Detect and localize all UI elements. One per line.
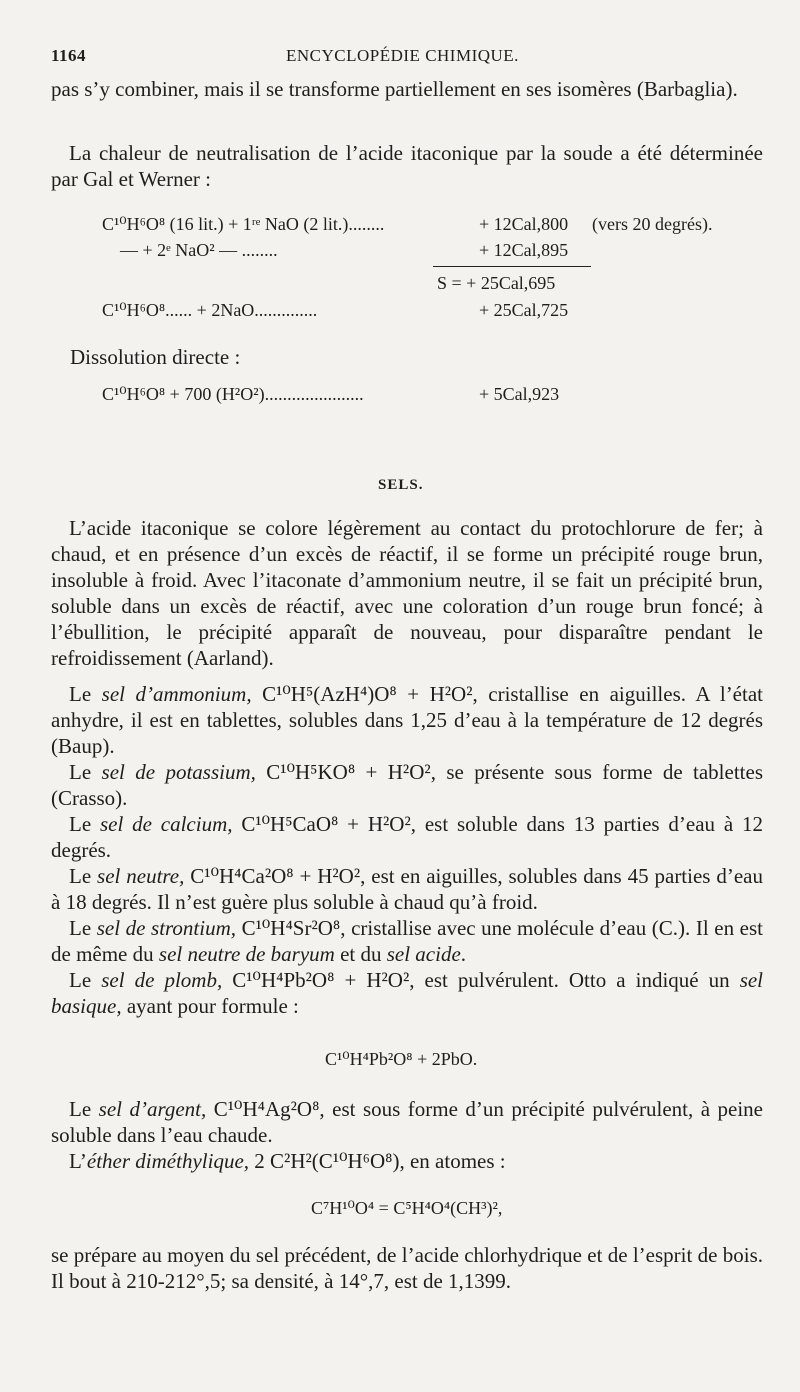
salt-name: sel de plomb, <box>101 968 223 992</box>
text: C¹⁰H⁵CaO⁸ + H²O², est soluble dans 13 parties d’eau à 12 degrés. <box>51 812 764 862</box>
paragraph-sel-neutre <box>51 863 763 915</box>
thermo-row-1-value: + 12Cal,800 <box>479 214 569 234</box>
paragraph-final: se prépare au moyen du sel précédent, de l’acide chlorhydrique et de l’esprit de bois. Il bout à 210-212°,5; sa densité, à 14°,7, est de 1,1399. <box>51 1243 763 1293</box>
text: Le <box>69 682 102 706</box>
text: 2 C²H²(C¹⁰H⁶O⁸), en atomes : <box>249 1149 506 1173</box>
salt-name: sel basique, <box>51 968 764 1018</box>
paragraph-intro: pas s’y combiner, mais il se transforme partiellement en ses isomères (Barbaglia). <box>51 77 738 101</box>
dissolution-left: C¹⁰H⁶O⁸ + 700 (H²O²)...................... <box>102 384 364 404</box>
paragraph-strontium <box>51 915 763 967</box>
salt-name: sel d’ammonium, <box>101 682 252 706</box>
paragraph-potassium <box>51 759 763 811</box>
text: C¹⁰H⁵KO⁸ + H²O², se présente sous forme de tablettes (Crasso). <box>51 760 763 810</box>
text: C¹⁰H⁴Ag²O⁸, est sous forme d’un précipité pulvérulent, à peine soluble dans l’eau chaude. <box>51 1097 763 1147</box>
text: Le <box>69 968 102 992</box>
thermo-sum: S = + 25Cal,695 <box>437 273 556 293</box>
dissolution-label: Dissolution directe : <box>70 345 241 369</box>
thermo-row-3-left: C¹⁰H⁶O⁸...... + 2NaO.............. <box>102 300 318 320</box>
text: L’ <box>69 1149 87 1173</box>
formula-ether: C⁷H¹⁰O⁴ = C⁵H⁴O⁴(CH³)², <box>311 1198 503 1218</box>
text: C¹⁰H⁴Sr²O⁸, cristallise avec une molécule d’eau (C.). Il en est de même du <box>51 916 763 966</box>
text: et du <box>334 942 387 966</box>
section-title: SELS. <box>378 477 424 493</box>
text: Le <box>69 916 97 940</box>
text: Le <box>69 864 98 888</box>
text: C¹⁰H⁵(AzH⁴)O⁸ + H²O², cristallise en aiguilles. A l’état anhydre, il est en tablettes, solubles dans 1,25 d’eau à la température de 12 degrés (Baup). <box>51 682 763 758</box>
compound-name: éther diméthylique, <box>86 1149 250 1173</box>
thermo-row-1-left: C¹⁰H⁶O⁸ (16 lit.) + 1ʳᵉ NaO (2 lit.)........ <box>102 214 385 234</box>
dissolution-value: + 5Cal,923 <box>479 384 560 404</box>
salt-name: sel neutre de baryum <box>158 942 335 966</box>
salt-name: sel de potassium, <box>101 760 256 784</box>
paragraph-ammonium <box>51 681 763 759</box>
paragraph-ether <box>51 1148 763 1174</box>
thermo-row-2-value: + 12Cal,895 <box>479 240 569 260</box>
salt-name: sel de strontium, <box>96 916 237 940</box>
text: ayant pour formule : <box>121 994 299 1018</box>
thermo-row-2-left: — + 2ᵉ NaO² — ........ <box>120 240 278 260</box>
text: Le <box>69 1097 99 1121</box>
text: Le <box>69 760 102 784</box>
paragraph-calcium <box>51 811 763 863</box>
text: C¹⁰H⁴Ca²O⁸ + H²O², est en aiguilles, solubles dans 45 parties d’eau à 18 degrés. Il n’est guère plus soluble à chaud qu’à froid. <box>51 864 763 914</box>
salt-name: sel acide <box>386 942 461 966</box>
text: . <box>460 942 467 966</box>
paragraph-neutralisation: La chaleur de neutralisation de l’acide itaconique par la soude a été déterminée par Gal et Werner : <box>51 141 763 191</box>
salt-name: sel d’argent, <box>98 1097 207 1121</box>
paragraph-argent <box>51 1096 763 1148</box>
thermo-row-3-value: + 25Cal,725 <box>479 300 569 320</box>
running-title: ENCYCLOPÉDIE CHIMIQUE. <box>286 46 519 65</box>
salt-name: sel neutre, <box>97 864 185 888</box>
formula-plomb: C¹⁰H⁴Pb²O⁸ + 2PbO. <box>325 1049 478 1069</box>
text: Le <box>69 812 100 836</box>
thermo-row-1-note: (vers 20 degrés). <box>592 214 713 234</box>
page-number: 1164 <box>51 46 87 65</box>
paragraph-salts-intro: L’acide itaconique se colore légèrement au contact du protochlorure de fer; à chaud, et en présence d’un excès de réactif, il se forme un précipité rouge brun, insoluble à froid. Avec l’itaconate d’ammonium neutre, il se fait un précipité brun, soluble dans un excès de réactif, avec une coloration d’un rouge brun foncé; à l’ébullition, le précipité apparaît de nouveau, pour disparaître pendant le refroidissement (Aarland). <box>51 516 763 670</box>
paragraph-plomb <box>51 967 763 1019</box>
salt-name: sel de calcium, <box>99 812 233 836</box>
sum-rule <box>433 266 591 267</box>
text: C¹⁰H⁴Pb²O⁸ + H²O², est pulvérulent. Otto a indiqué un <box>222 968 740 992</box>
